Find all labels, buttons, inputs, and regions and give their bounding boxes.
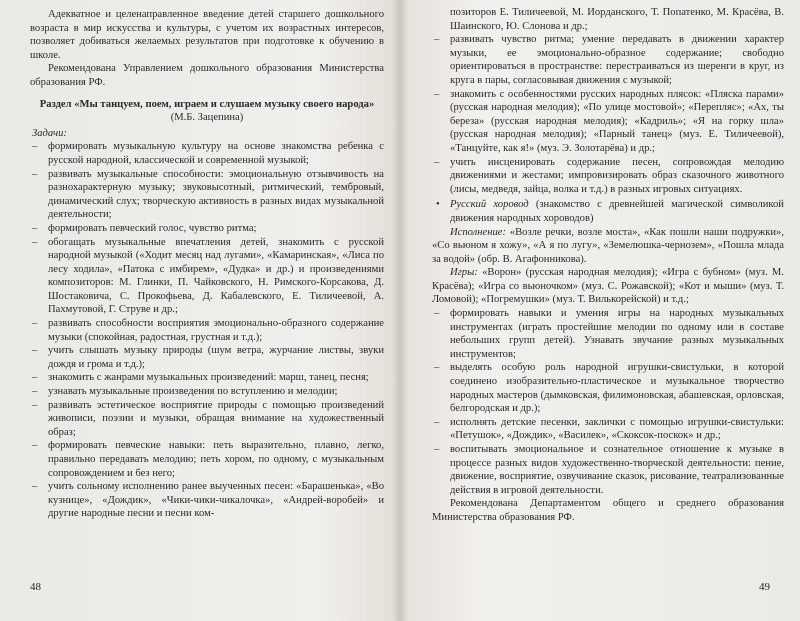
- list-item: – обогащать музыкальные впечатления детей, знакомить с русской народной музыкой («Ходит месяц над лугами», «Камаринская», «Лиса по лесу ходила», «Патока с имбирем», «Дудка» и др.) и произведениями композиторов: М. Глинки, П. Чайковского, Н. Римского-Корсакова, Д. Шостаковича, С. Прокофьева, Д. Кабалевского, Е. Тиличеевой, А. Пахмутовой, Г. Струве и др.;: [30, 236, 384, 318]
- games-paragraph: [432, 266, 784, 307]
- section-title: Раздел «Мы танцуем, поем, играем и слушаем музыку своего народа»: [39, 98, 375, 110]
- games-text: «Ворон» (русская народная мелодия); «Игра с бубном» (муз. М. Красёва); «Игра со вьюночком» (муз. С. Рожавской); «Кот и мыши» (муз. Т. Ломовой); «Погремушки» (муз. Т. Вилькорейской) и т.д.;: [432, 267, 784, 306]
- continued-text: позиторов Е. Тиличеевой, М. Иорданского, Т. Попатенко, М. Красёва, В. Шаинского, Ю. Слонова и др.;: [450, 7, 784, 32]
- list-item: – воспитывать эмоциональное и сознательное отношение к музыке в процессе разных видов художественно-творческой деятельности: пение, движение, восприятие, озвучивание сказок, рисование, театрализованные действия в игровой деятельности.: [432, 443, 784, 497]
- list-item: – выделять особую роль народной игрушки-свистульки, в которой соединено изобразительно-пластическое и музыкальное творчество народных мастеров (дымковская, филимоновская, абашевская, орловская, белгородская и др.);: [432, 361, 784, 415]
- intro-paragraph: Адекватное и целенаправленное введение детей старшего дошкольного возраста в мир искусства и культуры, с учетом их возрастных интересов, позволяет добиваться желаемых результатов при подготовке к обучению в школе.: [30, 9, 384, 61]
- list-item: – формировать певческий голос, чувство ритма;: [30, 222, 384, 236]
- recommendation-note: Рекомендована Управлением дошкольного образования Министерства образования РФ.: [30, 63, 384, 88]
- perform-paragraph: [432, 226, 784, 267]
- list-item: – учить инсценировать содержание песен, сопровождая мелодию движениями и жестами; импровизировать образ сказочного животного (лисы, медведя, зайца, волка и т.д.) в разных игровых ситуациях.: [432, 156, 784, 197]
- tasks-label: Задачи:: [32, 127, 67, 139]
- list-item: – знакомить с жанрами музыкальных произведений: марш, танец, песня;: [30, 371, 384, 385]
- section-heading: [30, 98, 384, 125]
- right-page: [402, 0, 800, 621]
- page-number: 49: [759, 581, 770, 594]
- tasks-list-continued: [432, 33, 784, 196]
- page-number: 48: [30, 581, 41, 594]
- list-item: – узнавать музыкальные произведения по вступлению и мелодии;: [30, 385, 384, 399]
- perform-label: Исполнение:: [450, 226, 507, 238]
- list-item: – развивать чувство ритма; умение передавать в движении характер музыки, ее эмоционально-образное содержание; свободно ориентироваться в пространстве: перестраиваться из шеренги в круг, из круга в пары, согласовывая движения с музыкой;: [432, 33, 784, 87]
- list-item: – развивать музыкальные способности: эмоциональную отзывчивость на разнохарактерную музыку; звуковысотный, ритмический, тембровый, динамический слух; творческую активность в разных видах музыкальной деятельности;: [30, 168, 384, 222]
- list-item: – учить сольному исполнению ранее выученных песен: «Барашенька», «Во кузнице», «Дождик», «Чики-чики-чикалочка», «Андрей-воробей» и другие народные песни и песни ком-: [30, 480, 384, 521]
- games-label: Игры:: [450, 267, 478, 279]
- section-author: (М.Б. Зацепина): [170, 112, 244, 124]
- perform-text: «Возле речки, возле моста», «Как пошли наши подружки», «Со вьюном я хожу», «А я по лугу», «Земелюшка-чернозем», «Пошла млада за водой» (обр. В. Агафонникова).: [432, 226, 784, 265]
- bullet-icon: •: [436, 199, 440, 211]
- list-item: – формировать музыкальную культуру на основе знакомства ребенка с русской народной, классической и современной музыкой;: [30, 140, 384, 167]
- round-dance-label: Русский хоровод: [450, 199, 529, 211]
- left-page: [0, 0, 398, 621]
- tasks-list-games: [432, 307, 784, 497]
- round-dance-text: (знакомство с древнейшей магической символикой движения народных хороводов): [450, 199, 784, 224]
- round-dance-paragraph: [432, 198, 784, 225]
- list-item: – знакомить с особенностями русских народных плясок: «Пляска парами» (русская народная мелодия); «По улице мостовой»; «Перепляс»; «Ах, ты береза» (русская народная мелодия); «Кадриль»; «Я на горку шла» (русская народная мелодия); «Парный танец» (муз. Е. Тиличеевой), «Танцуйте, как я!» (муз. Э. Золотарёва) и др.;: [432, 88, 784, 156]
- list-item: – формировать певческие навыки: петь выразительно, плавно, легко, правильно передавать мелодию; петь хором, по одному, с музыкальным сопровождением и без него;: [30, 439, 384, 480]
- list-item: – развивать способности восприятия эмоционально-образного содержание музыки (спокойная, радостная, грустная и т.д.);: [30, 317, 384, 344]
- list-item: – исполнять детские песенки, заклички с помощью игрушки-свистульки: «Петушок», «Дождик», «Василек», «Скоксок-поскок» и др.;: [432, 416, 784, 443]
- recommendation-note: Рекомендована Департаментом общего и среднего образования Министерства образования РФ.: [432, 498, 784, 523]
- tasks-list: [30, 140, 384, 521]
- list-item: – формировать навыки и умения игры на народных музыкальных инструментах (играть простейшие мелодии по одному или в составе небольших групп детей). Узнавать звучание разных музыкальных инструментов;: [432, 307, 784, 361]
- list-item: – развивать эстетическое восприятие природы с помощью произведений живописи, поэзии и музыки, обращая внимание на художественный образ;: [30, 399, 384, 440]
- list-item: – учить слышать музыку природы (шум ветра, журчание листвы, звуки дождя и грома и т.д.);: [30, 344, 384, 371]
